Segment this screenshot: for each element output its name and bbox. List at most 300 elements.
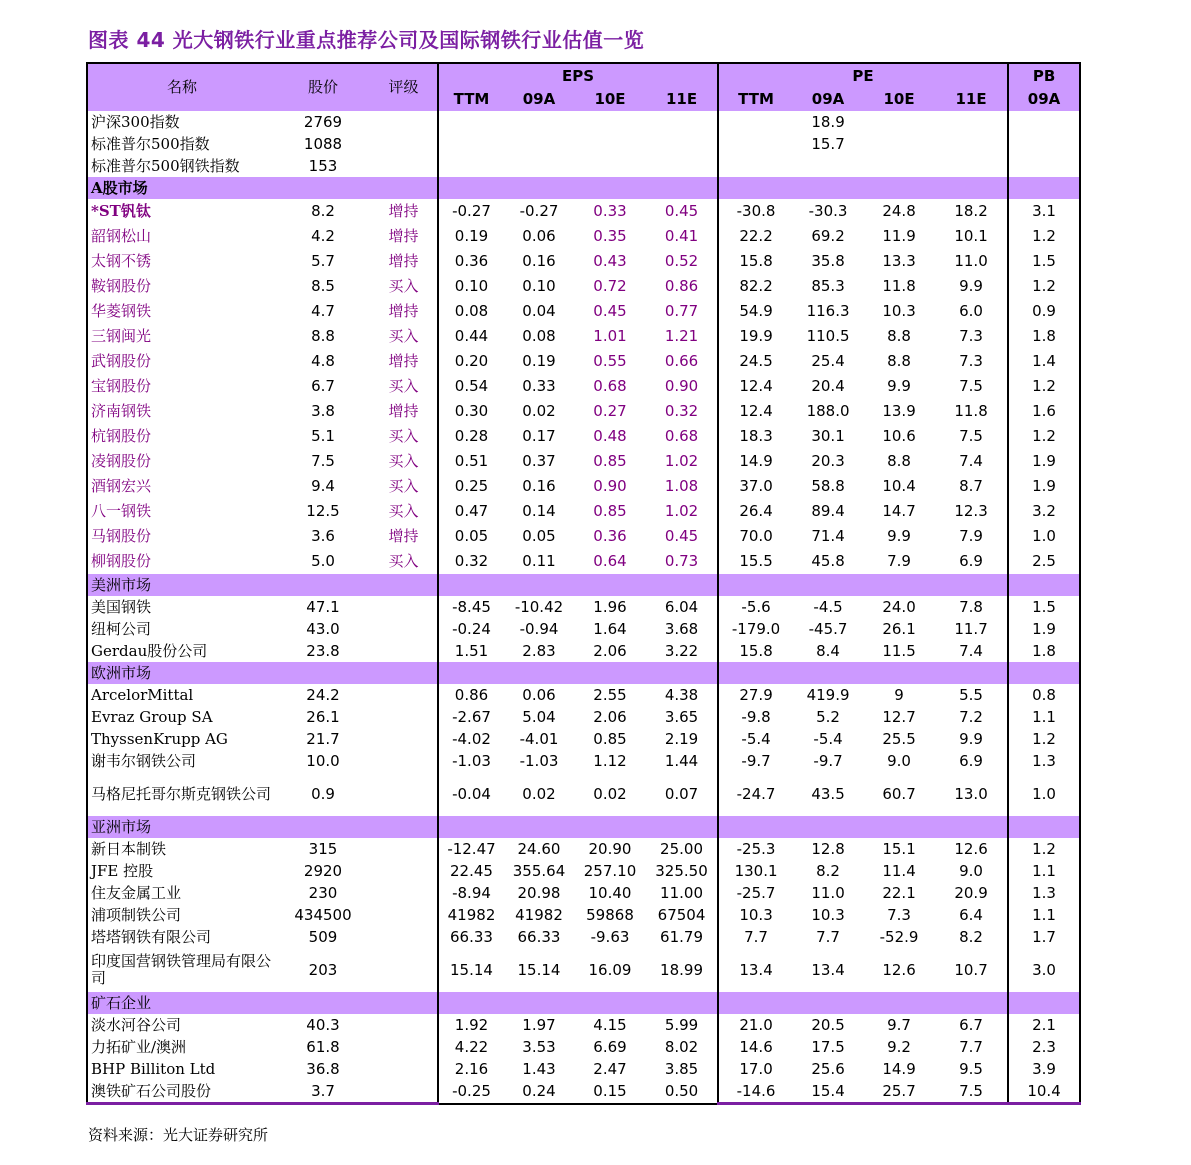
row-price: 43.0 <box>306 619 340 638</box>
row-name: 力拓矿业/澳洲 <box>87 1036 276 1058</box>
row-eps: 0.36 <box>593 527 627 545</box>
row-rating <box>370 728 438 750</box>
row-name: 住友金属工业 <box>87 882 276 904</box>
header-pe-col: TTM <box>718 88 793 111</box>
header-eps-col: 09A <box>504 88 574 111</box>
row-eps: 6.69 <box>593 1037 627 1056</box>
row-name: 美国钢铁 <box>87 596 276 618</box>
row-eps: 3.65 <box>646 706 718 728</box>
row-pe: 15.8 <box>739 641 773 660</box>
row-eps <box>438 111 504 133</box>
row-rating: 增持 <box>370 524 438 549</box>
row-pe: 12.6 <box>882 960 916 979</box>
row-pe: -24.7 <box>736 784 776 803</box>
table-row <box>87 449 1080 474</box>
table-row <box>87 838 1080 860</box>
row-pb <box>1008 111 1080 133</box>
row-pb: 10.4 <box>1008 1080 1080 1104</box>
row-eps: 66.33 <box>517 927 561 946</box>
row-price: 3.6 <box>311 527 335 545</box>
row-pe: 7.7 <box>935 1036 1008 1058</box>
row-pe: 20.9 <box>935 882 1008 904</box>
row-pe: -4.5 <box>813 597 843 616</box>
row-pe: 6.7 <box>935 1014 1008 1036</box>
row-price: 153 <box>308 156 338 175</box>
section-header <box>87 662 1080 684</box>
row-pe <box>718 155 793 177</box>
row-pe: 60.7 <box>882 784 916 803</box>
row-pe: 6.4 <box>935 904 1008 926</box>
row-pe: 7.8 <box>935 596 1008 618</box>
row-eps: 355.64 <box>512 861 566 880</box>
section-eps-band <box>438 662 718 684</box>
row-pe: 12.4 <box>739 402 773 420</box>
row-name: *ST钒钛 <box>87 199 276 224</box>
row-eps: 0.08 <box>454 302 489 320</box>
table-row <box>87 424 1080 449</box>
row-pe: 7.3 <box>887 905 911 924</box>
row-name: 沪深300指数 <box>87 111 276 133</box>
row-eps: 0.85 <box>593 729 627 748</box>
row-pe: 12.6 <box>935 838 1008 860</box>
row-rating: 买入 <box>370 499 438 524</box>
header-pe-col: 09A <box>793 88 863 111</box>
row-price: 10.0 <box>306 751 340 770</box>
row-pe: 20.4 <box>811 377 845 395</box>
row-eps: 257.10 <box>583 861 637 880</box>
row-rating: 增持 <box>370 199 438 224</box>
row-pe: 130.1 <box>734 861 778 880</box>
row-pe: 69.2 <box>811 227 845 245</box>
table-row <box>87 199 1080 224</box>
row-eps: -9.63 <box>590 927 630 946</box>
row-eps: 1.92 <box>454 1015 489 1034</box>
row-eps: 1.02 <box>646 499 718 524</box>
row-pe: -14.6 <box>718 1080 793 1104</box>
row-eps: 0.66 <box>646 349 718 374</box>
row-price: 23.8 <box>306 641 340 660</box>
section-pe-band <box>718 992 1008 1014</box>
row-eps <box>504 133 574 155</box>
row-eps: 1.21 <box>646 324 718 349</box>
row-pe: 7.7 <box>816 927 840 946</box>
row-pe: 9.0 <box>887 751 911 770</box>
row-eps <box>646 111 718 133</box>
row-eps <box>574 155 646 177</box>
row-pe: 11.0 <box>935 249 1008 274</box>
row-pe: 11.0 <box>811 883 845 902</box>
row-pe: 15.5 <box>739 552 773 570</box>
section-pe-band <box>718 816 1008 838</box>
row-eps: 0.33 <box>522 377 556 395</box>
row-pe: 82.2 <box>739 277 773 295</box>
row-pe: 10.1 <box>935 224 1008 249</box>
row-name: 八一钢铁 <box>87 499 276 524</box>
row-price: 8.5 <box>311 277 335 295</box>
row-pe: 8.7 <box>935 474 1008 499</box>
row-eps: 2.19 <box>646 728 718 750</box>
row-eps: 0.07 <box>646 772 718 816</box>
row-pe: 54.9 <box>739 302 773 320</box>
row-eps: 0.68 <box>646 424 718 449</box>
row-eps: 1.08 <box>646 474 718 499</box>
row-name: 柳钢股份 <box>87 549 276 574</box>
row-price: 509 <box>308 927 338 946</box>
header-price: 股价 <box>276 63 370 111</box>
row-eps <box>574 133 646 155</box>
row-eps: 2.06 <box>593 641 627 660</box>
row-rating <box>370 904 438 926</box>
row-eps: 1.12 <box>593 751 627 770</box>
row-pe: 7.4 <box>935 640 1008 662</box>
row-price: 434500 <box>294 905 352 924</box>
row-pe: 9.5 <box>935 1058 1008 1080</box>
row-eps: 0.55 <box>593 352 627 370</box>
row-pe: 7.4 <box>935 449 1008 474</box>
row-eps: 0.17 <box>522 427 556 445</box>
row-name: 标准普尔500钢铁指数 <box>87 155 276 177</box>
table-row <box>87 524 1080 549</box>
row-price: 0.9 <box>311 784 335 803</box>
row-eps: 0.27 <box>593 402 627 420</box>
row-pe: 22.1 <box>882 883 916 902</box>
row-pe: 8.2 <box>935 926 1008 948</box>
row-eps: 3.85 <box>646 1058 718 1080</box>
row-name: 济南钢铁 <box>87 399 276 424</box>
row-rating: 买入 <box>370 274 438 299</box>
row-price: 21.7 <box>306 729 340 748</box>
row-eps: -0.25 <box>438 1080 504 1104</box>
row-rating <box>370 618 438 640</box>
table-row <box>87 904 1080 926</box>
row-eps: 1.96 <box>593 597 627 616</box>
section-title: 欧洲市场 <box>87 662 438 684</box>
row-eps: 0.19 <box>454 227 489 245</box>
row-pe: 17.0 <box>739 1059 773 1078</box>
section-title: 矿石企业 <box>87 992 438 1014</box>
row-eps: 2.55 <box>593 685 627 704</box>
section-header <box>87 574 1080 596</box>
header-eps: EPS <box>438 63 718 88</box>
row-price: 9.4 <box>311 477 335 495</box>
row-eps: 0.02 <box>522 402 556 420</box>
row-pe: 24.5 <box>739 352 773 370</box>
row-eps: 0.28 <box>454 427 489 445</box>
row-eps: 0.32 <box>454 552 489 570</box>
row-eps: 0.54 <box>454 377 489 395</box>
row-pe: 10.3 <box>739 905 773 924</box>
row-pe: 22.2 <box>739 227 773 245</box>
row-name: 鞍钢股份 <box>87 274 276 299</box>
table-row <box>87 860 1080 882</box>
row-price: 6.7 <box>311 377 335 395</box>
row-pe: -9.7 <box>813 751 843 770</box>
row-pe: 7.5 <box>935 1080 1008 1104</box>
row-price: 47.1 <box>306 597 340 616</box>
row-pe: 15.7 <box>811 134 845 153</box>
row-eps: 4.22 <box>454 1037 489 1056</box>
table-row <box>87 728 1080 750</box>
header-pb: PB <box>1008 63 1080 88</box>
row-eps <box>574 111 646 133</box>
row-pe: 8.8 <box>887 327 911 345</box>
row-name: 纽柯公司 <box>87 618 276 640</box>
row-pb: 1.1 <box>1008 860 1080 882</box>
row-eps <box>646 133 718 155</box>
row-pe: 58.8 <box>811 477 845 495</box>
row-price: 3.7 <box>276 1080 370 1104</box>
row-pb: 0.8 <box>1008 684 1080 706</box>
table-row <box>87 684 1080 706</box>
row-name: Gerdau股份公司 <box>87 640 276 662</box>
row-pe: 18.3 <box>739 427 773 445</box>
row-pe <box>935 155 1008 177</box>
row-pe: 13.4 <box>811 960 845 979</box>
row-pe: 7.7 <box>744 927 768 946</box>
row-eps: 3.53 <box>522 1037 556 1056</box>
row-pe: 9.9 <box>887 527 911 545</box>
row-eps: 15.14 <box>517 960 561 979</box>
row-pe: 11.5 <box>882 641 916 660</box>
row-eps: 0.10 <box>522 277 556 295</box>
row-eps: 0.47 <box>454 502 489 520</box>
section-pb-band <box>1008 992 1080 1014</box>
row-pb: 1.9 <box>1008 618 1080 640</box>
row-eps: 0.90 <box>646 374 718 399</box>
section-pe-band <box>718 662 1008 684</box>
section-pb-band <box>1008 816 1080 838</box>
row-price: 8.2 <box>311 202 335 220</box>
row-pb: 1.5 <box>1008 249 1080 274</box>
row-pe: 71.4 <box>811 527 845 545</box>
row-pe: 11.9 <box>882 227 916 245</box>
row-pb: 1.2 <box>1008 838 1080 860</box>
row-name: 新日本制铁 <box>87 838 276 860</box>
row-name: 印度国营钢铁管理局有限公司 <box>87 948 276 992</box>
row-pb: 1.6 <box>1008 399 1080 424</box>
section-eps-band <box>438 992 718 1014</box>
row-eps: 0.50 <box>646 1080 718 1104</box>
row-eps: 0.10 <box>454 277 489 295</box>
row-rating: 买入 <box>370 474 438 499</box>
row-eps: 0.43 <box>593 252 627 270</box>
row-rating: 增持 <box>370 249 438 274</box>
row-eps: 1.43 <box>522 1059 556 1078</box>
row-pb: 1.8 <box>1008 324 1080 349</box>
row-price: 4.2 <box>311 227 335 245</box>
row-pe: 11.8 <box>882 277 916 295</box>
header-pe-col: 11E <box>935 88 1008 111</box>
row-eps: 0.32 <box>646 399 718 424</box>
row-rating <box>370 926 438 948</box>
row-pb: 1.4 <box>1008 349 1080 374</box>
row-eps <box>504 155 574 177</box>
row-eps: -1.03 <box>519 751 559 770</box>
row-price: 230 <box>308 883 338 902</box>
row-eps: 0.45 <box>593 302 627 320</box>
source-note: 资料来源：光大证券研究所 <box>88 1126 269 1144</box>
row-eps: 0.11 <box>522 552 556 570</box>
table-row <box>87 399 1080 424</box>
row-rating <box>370 1080 438 1104</box>
row-pb: 2.1 <box>1008 1014 1080 1036</box>
row-pb: 1.3 <box>1008 750 1080 772</box>
row-eps: 0.86 <box>454 685 489 704</box>
row-eps: 20.90 <box>588 839 632 858</box>
row-rating <box>370 948 438 992</box>
row-pb: 1.2 <box>1008 424 1080 449</box>
row-eps: 2.47 <box>593 1059 627 1078</box>
row-eps: 1.02 <box>646 449 718 474</box>
row-name: 杭钢股份 <box>87 424 276 449</box>
row-pe: 7.2 <box>935 706 1008 728</box>
row-pe: 18.9 <box>811 112 845 131</box>
row-eps: 0.08 <box>522 327 556 345</box>
row-eps: 0.19 <box>522 352 556 370</box>
row-eps: 0.05 <box>522 527 556 545</box>
row-price: 12.5 <box>306 502 340 520</box>
row-pb: 1.2 <box>1008 728 1080 750</box>
table-row <box>87 224 1080 249</box>
row-eps: 0.90 <box>593 477 627 495</box>
row-eps: 0.15 <box>574 1080 646 1104</box>
row-rating: 买入 <box>370 374 438 399</box>
row-pb: 1.8 <box>1008 640 1080 662</box>
table-row <box>87 926 1080 948</box>
row-eps: 0.04 <box>522 302 556 320</box>
row-eps: 1.64 <box>593 619 627 638</box>
row-eps: -1.03 <box>452 751 491 770</box>
row-name: 塔塔钢铁有限公司 <box>87 926 276 948</box>
row-rating <box>370 860 438 882</box>
row-name: 酒钢宏兴 <box>87 474 276 499</box>
row-pe: 45.8 <box>811 552 845 570</box>
section-title: 美洲市场 <box>87 574 438 596</box>
row-rating <box>370 596 438 618</box>
row-pe: 8.4 <box>816 641 840 660</box>
section-header <box>87 816 1080 838</box>
row-pe: 13.3 <box>882 252 916 270</box>
row-name: 浦项制铁公司 <box>87 904 276 926</box>
table-row <box>87 349 1080 374</box>
row-name: 韶钢松山 <box>87 224 276 249</box>
row-price: 5.0 <box>311 552 335 570</box>
table-row <box>87 499 1080 524</box>
row-eps: 0.30 <box>454 402 489 420</box>
row-name: ThyssenKrupp AG <box>87 728 276 750</box>
row-eps: 18.99 <box>646 948 718 992</box>
row-rating <box>370 772 438 816</box>
row-eps <box>504 111 574 133</box>
row-pe: 11.8 <box>935 399 1008 424</box>
header-pe-col: 10E <box>863 88 935 111</box>
row-eps: 0.33 <box>593 202 627 220</box>
row-price: 4.7 <box>311 302 335 320</box>
row-pe: 116.3 <box>806 302 850 320</box>
row-eps: 0.86 <box>646 274 718 299</box>
row-pe: 35.8 <box>811 252 845 270</box>
header-rating: 评级 <box>370 63 438 111</box>
row-eps: 0.02 <box>522 784 556 803</box>
row-pb: 1.2 <box>1008 224 1080 249</box>
row-price: 1088 <box>303 134 343 153</box>
header-eps-col: 10E <box>574 88 646 111</box>
header-eps-col: TTM <box>438 88 504 111</box>
row-rating: 买入 <box>370 324 438 349</box>
row-pe: 11.4 <box>882 861 916 880</box>
row-eps: 0.48 <box>593 427 627 445</box>
row-eps: 0.45 <box>646 524 718 549</box>
row-eps: 24.60 <box>517 839 561 858</box>
row-name: 标准普尔500指数 <box>87 133 276 155</box>
row-eps: -0.27 <box>519 202 559 220</box>
table-row <box>87 374 1080 399</box>
row-eps: -0.24 <box>452 619 491 638</box>
row-eps: 4.38 <box>646 684 718 706</box>
row-rating <box>370 750 438 772</box>
row-pe: 17.5 <box>811 1037 845 1056</box>
table-row <box>87 299 1080 324</box>
row-pe: 13.9 <box>882 402 916 420</box>
row-eps: 2.16 <box>454 1059 489 1078</box>
row-pe <box>863 133 935 155</box>
row-pe: 11.7 <box>935 618 1008 640</box>
row-pe: 10.7 <box>935 948 1008 992</box>
row-eps: 0.68 <box>593 377 627 395</box>
row-pe: -5.4 <box>741 729 771 748</box>
row-name: 太钢不锈 <box>87 249 276 274</box>
row-pe <box>718 111 793 133</box>
row-pe: 12.8 <box>811 839 845 858</box>
row-rating: 增持 <box>370 399 438 424</box>
header-row <box>87 63 1080 88</box>
header-eps-col: 11E <box>646 88 718 111</box>
row-pe: 85.3 <box>811 277 845 295</box>
row-pe <box>935 111 1008 133</box>
row-eps: 0.06 <box>522 685 556 704</box>
row-pe: 188.0 <box>806 402 850 420</box>
row-eps: 61.79 <box>646 926 718 948</box>
row-price: 36.8 <box>306 1059 340 1078</box>
row-pe <box>863 155 935 177</box>
row-eps: 0.06 <box>522 227 556 245</box>
row-eps: 16.09 <box>588 960 632 979</box>
row-eps: 20.98 <box>517 883 561 902</box>
row-pe: 9.9 <box>935 728 1008 750</box>
row-rating <box>370 882 438 904</box>
row-price: 61.8 <box>306 1037 340 1056</box>
row-pe: 24.8 <box>882 202 916 220</box>
row-pb: 1.0 <box>1008 772 1080 816</box>
row-eps: -4.02 <box>452 729 491 748</box>
row-eps: 25.00 <box>646 838 718 860</box>
table-row <box>87 706 1080 728</box>
section-pb-band <box>1008 574 1080 596</box>
row-pe: 6.9 <box>935 750 1008 772</box>
row-pb: 2.3 <box>1008 1036 1080 1058</box>
row-eps: 67504 <box>646 904 718 926</box>
row-pb: 0.9 <box>1008 299 1080 324</box>
row-pe <box>863 111 935 133</box>
row-pb: 3.1 <box>1008 199 1080 224</box>
row-pe: 9.9 <box>887 377 911 395</box>
row-pe: 7.9 <box>887 552 911 570</box>
table-row <box>87 249 1080 274</box>
row-price: 4.8 <box>311 352 335 370</box>
row-name: BHP Billiton Ltd <box>87 1058 276 1080</box>
row-price: 5.1 <box>311 427 335 445</box>
row-pe: 10.3 <box>811 905 845 924</box>
